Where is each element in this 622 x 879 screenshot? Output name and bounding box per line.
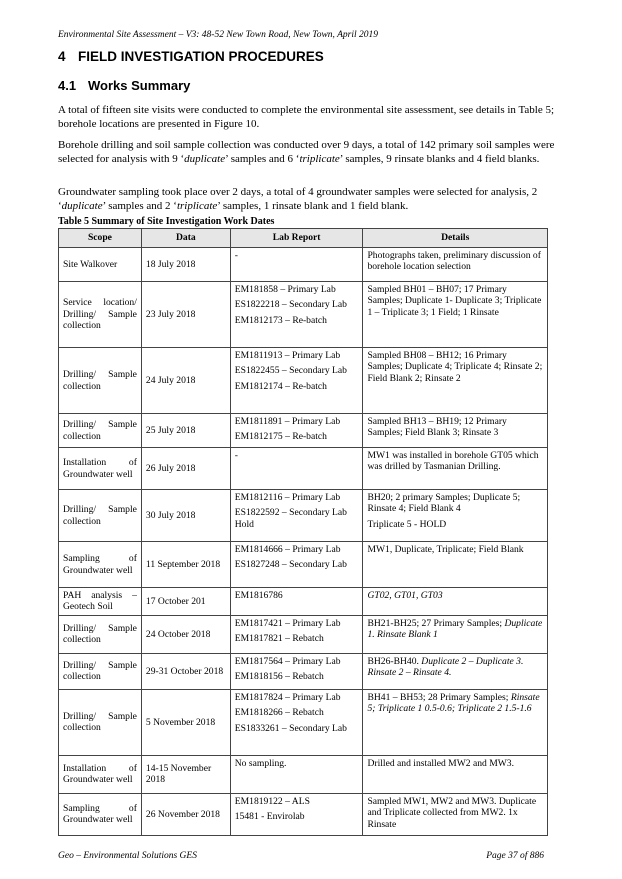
cell-lab: EM1816786 [230, 588, 363, 616]
table-row [59, 689, 548, 755]
cell-date: 26 July 2018 [141, 448, 230, 490]
table-row [59, 490, 548, 542]
cell-date: 25 July 2018 [141, 414, 230, 448]
cell-scope: Drilling/ Sample collection [59, 653, 142, 689]
table-row [59, 653, 548, 689]
header-details: Details [363, 229, 548, 248]
cell-date: 11 September 2018 [141, 542, 230, 588]
cell-details: BH26-BH40. Duplicate 2 – Duplicate 3. Rinsate 2 – Rinsate 4. [363, 653, 548, 689]
footer-company: Geo – Environmental Solutions GES [58, 851, 197, 861]
cell-details: BH20; 2 primary Samples; Duplicate 5; Rinsate 4; Field Blank 4 Triplicate 5 - HOLD [363, 490, 548, 542]
cell-details: MW1, Duplicate, Triplicate; Field Blank [363, 542, 548, 588]
cell-date: 24 July 2018 [141, 348, 230, 414]
table-row [59, 615, 548, 653]
subsection-heading [58, 78, 190, 93]
cell-date: 18 July 2018 [141, 248, 230, 282]
cell-details: Sampled MW1, MW2 and MW3. Duplicate and Triplicate collected from MW2. 1x Rinsate [363, 793, 548, 835]
cell-scope: Sampling of Groundwater well [59, 542, 142, 588]
table-row [59, 348, 548, 414]
cell-lab: EM1811913 – Primary Lab ES1822455 – Secondary Lab EM1812174 – Re-batch [230, 348, 363, 414]
table-row [59, 588, 548, 616]
cell-lab: EM1811891 – Primary Lab EM1812175 – Re-batch [230, 414, 363, 448]
cell-scope: Service location/ Drilling/ Sample collection [59, 282, 142, 348]
cell-lab: EM1817564 – Primary Lab EM1818156 – Rebatch [230, 653, 363, 689]
header-scope: Scope [59, 229, 142, 248]
cell-date: 14-15 November 2018 [141, 755, 230, 793]
table-caption: Table 5 Summary of Site Investigation Work Dates [58, 216, 275, 227]
work-dates-table [58, 228, 548, 836]
table-row [59, 793, 548, 835]
cell-lab: EM1814666 – Primary Lab ES1827248 – Secondary Lab [230, 542, 363, 588]
cell-lab: EM1812116 – Primary Lab ES1822592 – Secondary Lab Hold [230, 490, 363, 542]
cell-scope: Installation of Groundwater well [59, 448, 142, 490]
cell-lab: EM1817824 – Primary Lab EM1818266 – Rebatch ES1833261 – Secondary Lab [230, 689, 363, 755]
table-row [59, 282, 548, 348]
cell-details: Drilled and installed MW2 and MW3. [363, 755, 548, 793]
cell-details: BH21-BH25; 27 Primary Samples; Duplicate 1. Rinsate Blank 1 [363, 615, 548, 653]
cell-scope: Drilling/ Sample collection [59, 689, 142, 755]
cell-lab: EM1817421 – Primary Lab EM1817821 – Rebatch [230, 615, 363, 653]
table-header-row [59, 229, 548, 248]
table-row [59, 542, 548, 588]
cell-scope: PAH analysis – Geotech Soil [59, 588, 142, 616]
cell-date: 23 July 2018 [141, 282, 230, 348]
cell-lab: - [230, 448, 363, 490]
section-number: 4 [58, 49, 66, 64]
cell-scope: Drilling/ Sample collection [59, 615, 142, 653]
subsection-number: 4.1 [58, 78, 77, 93]
cell-lab: - [230, 248, 363, 282]
cell-date: 30 July 2018 [141, 490, 230, 542]
cell-scope: Site Walkover [59, 248, 142, 282]
paragraph-groundwater-sampling: Groundwater sampling took place over 2 days, a total of 4 groundwater samples were selected for analysis, 2 ‘duplicate’ samples and 2 ‘triplicate’ samples, 1 rinsate blank and 1 field blank. [58, 186, 538, 212]
header-lab-report: Lab Report [230, 229, 363, 248]
p2-text-1: Borehole drilling and soil sample collection was conducted over 9 days, a total of 142 primary soil samples were selected for analysis with 9 ‘ [58, 139, 555, 165]
cell-details: GT02, GT01, GT03 [363, 588, 548, 616]
table-row [59, 414, 548, 448]
cell-date: 17 October 201 [141, 588, 230, 616]
cell-details: Photographs taken, preliminary discussion of borehole location selection [363, 248, 548, 282]
cell-lab: No sampling. [230, 755, 363, 793]
paragraph-borehole-drilling: Borehole drilling and soil sample collection was conducted over 9 days, a total of 142 primary soil samples were selected for analysis with 9 ‘duplicate’ samples and 6 ‘triplicate’ samples, 9 rinsate blanks and 4 field blanks. [58, 139, 555, 165]
cell-details: Sampled BH01 – BH07; 17 Primary Samples; Duplicate 1- Duplicate 3; Triplicate 1 – Triplicate 3; 1 Field; 1 Rinsate [363, 282, 548, 348]
cell-scope: Drilling/ Sample collection [59, 348, 142, 414]
cell-scope: Drilling/ Sample collection [59, 414, 142, 448]
table-row [59, 248, 548, 282]
cell-date: 24 October 2018 [141, 615, 230, 653]
cell-details: Sampled BH13 – BH19; 12 Primary Samples; Field Blank 3; Rinsate 3 [363, 414, 548, 448]
running-header: Environmental Site Assessment – V3: 48-52 New Town Road, New Town, April 2019 [58, 30, 379, 40]
cell-scope: Drilling/ Sample collection [59, 490, 142, 542]
section-heading [58, 49, 324, 64]
cell-lab: EM181858 – Primary Lab ES1822218 – Secondary Lab EM1812173 – Re-batch [230, 282, 363, 348]
cell-lab: EM1819122 – ALS 15481 - Envirolab [230, 793, 363, 835]
paragraph-site-visits: A total of fifteen site visits were conducted to complete the environmental site assessment, see details in Table 5; borehole locations are presented in Figure 10. [58, 104, 555, 130]
table-row [59, 755, 548, 793]
cell-details: Sampled BH08 – BH12; 16 Primary Samples; Duplicate 4; Triplicate 4; Rinsate 2; Field Blank 2; Rinsate 2 [363, 348, 548, 414]
cell-scope: Installation of Groundwater well [59, 755, 142, 793]
cell-date: 26 November 2018 [141, 793, 230, 835]
cell-date: 29-31 October 2018 [141, 653, 230, 689]
footer-page-number: Page 37 of 886 [486, 851, 544, 861]
cell-details: BH41 – BH53; 28 Primary Samples; Rinsate 5; Triplicate 1 0.5-0.6; Triplicate 2 1.5-1.6 [363, 689, 548, 755]
table-row [59, 448, 548, 490]
subsection-title: Works Summary [88, 78, 191, 93]
cell-date: 5 November 2018 [141, 689, 230, 755]
cell-details: MW1 was installed in borehole GT05 which was drilled by Tasmanian Drilling. [363, 448, 548, 490]
header-data: Data [141, 229, 230, 248]
section-title: FIELD INVESTIGATION PROCEDURES [78, 49, 324, 64]
cell-scope: Sampling of Groundwater well [59, 793, 142, 835]
